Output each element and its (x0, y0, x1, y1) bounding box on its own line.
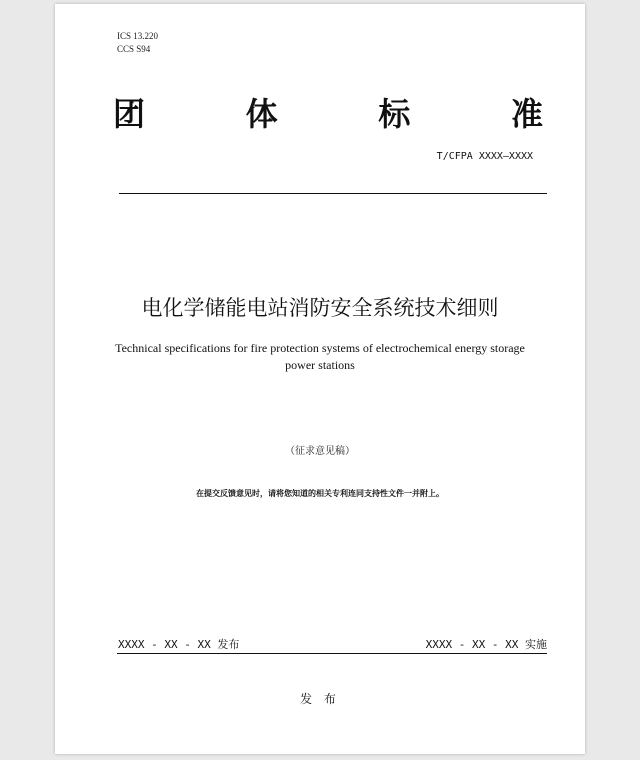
title-english-line-2: power stations (285, 358, 355, 372)
standard-type-char-3: 标 (378, 95, 411, 133)
implementation-date: XXXX - XX - XX 实施 (425, 638, 547, 651)
standard-type-char-2: 体 (245, 95, 278, 133)
standard-type-heading (113, 89, 543, 135)
ccs-code: CCS S94 (117, 44, 151, 54)
title-english-line-1: Technical specifications for fire protection systems of electrochemical energy storage (115, 341, 525, 355)
draft-label: （征求意见稿） (285, 446, 355, 457)
top-divider (119, 193, 547, 194)
title-chinese: 电化学储能电站消防安全系统技术细则 (141, 296, 499, 320)
ics-code: ICS 13.220 (117, 31, 159, 41)
standard-code: T/CFPA XXXX—XXXX (436, 151, 533, 162)
bottom-divider (117, 653, 547, 654)
title-english (95, 340, 545, 374)
publisher-label: 发 布 (300, 692, 340, 706)
patent-notice: 在提交反馈意见时，请将您知道的相关专利连同支持性文件一并附上。 (196, 489, 444, 498)
standard-type-char-4: 准 (510, 95, 543, 133)
issue-date: XXXX - XX - XX 发布 (118, 638, 240, 651)
standard-type-char-1: 团 (113, 95, 146, 133)
document-page (55, 4, 585, 754)
